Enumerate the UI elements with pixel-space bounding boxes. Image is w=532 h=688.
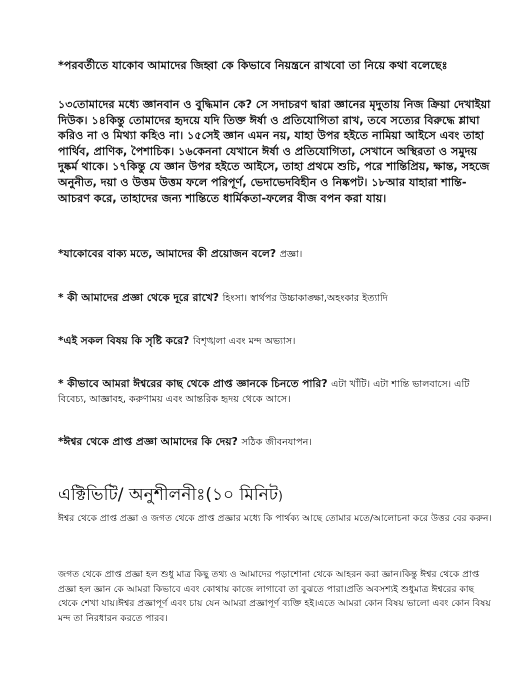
qa-item-4	[58, 377, 494, 407]
qa-item-1	[58, 247, 494, 262]
activity-prompt: ঈশ্বর থেকে প্রাপ্ত প্রজ্ঞা ও জগত থেকে প্রাপ্ত প্রজ্ঞার মধ্যে কি পার্থক্য আছে তোমার মতে/আলোচনা করে উত্তর বের করুন।	[58, 513, 492, 524]
answer-2: হিংসা। স্বার্থপর উচ্চাকাঙ্ক্ষা,অহংকার ইত্যাদি	[222, 293, 388, 304]
activity-title-text: এক্টিভিটি/ অনুশীলনীঃ(১০ মিনিট	[58, 485, 279, 505]
question-4: * কীভাবে আমরা ঈশ্বরের কাছ থেকে প্রাপ্ত জ্ঞানকে চিনতে পারি?	[58, 378, 332, 390]
qa-item-2	[58, 291, 494, 306]
scripture-paragraph: ১৩তোমাদের মধ্যে জ্ঞানবান ও বুদ্ধিমান কে? সে সদাচরণ দ্বারা জ্ঞানের মৃদুতায় নিজ ক্রিয়া দেখাইয়া দিউক। ১৪কিন্তু তোমাদের হৃদয়ে যদি তিক্ত ঈর্ষা ও প্রতিযোগিতা রাখ, তবে সত্যের বিরুদ্ধে শ্লাঘা করিও না ও মিথ্যা কহিও না। ১৫সেই জ্ঞান এমন নয়, যাহা উপর হইতে নামিয়া আইসে এবং তাহা পার্থিব, প্রাণিক, পৈশাচিক। ১৬কেননা যেখানে ঈর্ষা ও প্রতিযোগিতা, সেখানে অস্থিরতা ও সমুদয় দুষ্কর্ম থাকে। ১৭কিন্তু যে জ্ঞান উপর হইতে আইসে, তাহা প্রথমে শুচি, পরে শান্তিপ্রিয়, ক্ষান্ত, সহজে অনুনীত, দয়া ও উত্তম উত্তম ফলে পরিপূর্ণ, ভেদাভেদবিহীন ও নিষ্কপট। ১৮আর যাহারা শান্তি-আচরণ করে, তাহাদের জন্য শান্তিতে ধার্মিকতা-ফলের বীজ বপন করা যায়।	[58, 98, 491, 205]
answer-1: প্রজ্ঞা।	[279, 249, 303, 260]
qa-item-3	[58, 334, 494, 349]
answer-3: বিশৃঙ্খলা এবং মন্দ অভ্যাস।	[193, 336, 296, 347]
question-1: *যাকোবের বাক্য মতে, আমাদের কী প্রয়োজন বলে?	[58, 248, 280, 260]
qa-item-5	[58, 435, 494, 450]
activity-title-paren: )	[278, 489, 283, 503]
answer-5: সঠিক জীবনযাপন।	[241, 437, 312, 448]
intro-heading: *পরবর্তীতে যাকোব আমাদের জিহ্বা কে কিভাবে নিয়ন্ত্রনে রাখবো তা নিয়ে কথা বলেছেঃ	[58, 59, 448, 72]
activity-title	[58, 484, 494, 507]
question-2: * কী আমাদের প্রজ্ঞা থেকে দূরে রাখে?	[58, 292, 223, 304]
activity-answer: জগত থেকে প্রাপ্ত প্রজ্ঞা হল শুধু মাত্র কিছু তথ্য ও আমাদের পড়াশোনা থেকে আহরন করা জ্ঞান।কিন্তু ঈশ্বর থেকে প্রাপ্ত প্রজ্ঞা হল জ্ঞান কে আমরা কিভাবে এবং কোথায় কাজে লাগাবো তা বুঝতে পারা।প্রতি অবসশ্যই শুধুমাত্র ঈশ্বরের কাছ থেকে শেখা যায়।ঈশ্বর প্রজ্ঞাপূর্ণ এবং চায় যেন আমরা প্রজ্ঞাপূর্ণ ব্যক্তি হই।এতে আমরা কোন বিষয় ভালো এবং কোন বিষয় মন্দ তা নিরধারন করতে পারব।	[58, 569, 491, 624]
question-5: *ঈশ্বর থেকে প্রাপ্ত প্রজ্ঞা আমাদের কি দেয়?	[58, 436, 242, 448]
question-3: *এই সকল বিষয় কি সৃষ্টি করে?	[58, 335, 194, 347]
answer-4: এটা খাঁটি। এটা শান্তি ভালবাসে। এটি বিবেচ্য, আজ্ঞাবহ, করুণাময় এবং আন্তরিক হৃদয় থেকে আসে।	[58, 379, 470, 405]
